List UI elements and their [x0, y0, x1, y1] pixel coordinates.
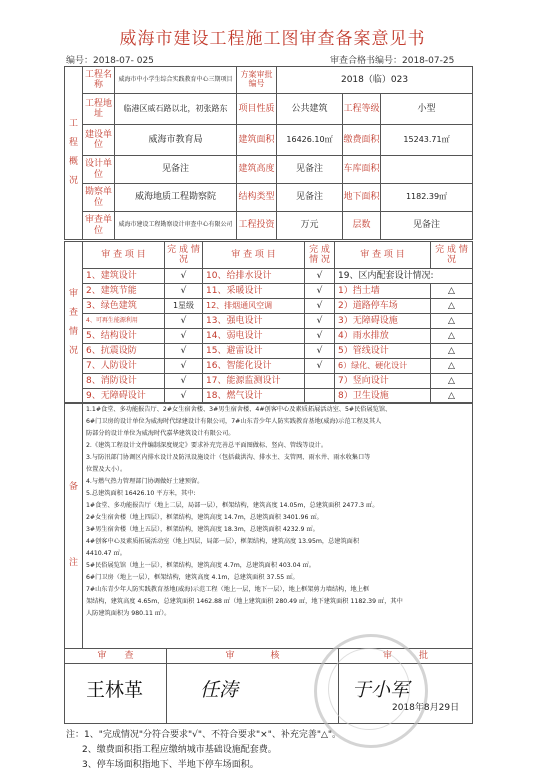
- remarks-side-label: 备 注: [65, 403, 83, 649]
- page-title: 威海市建设工程施工图审查备案意见书: [119, 29, 426, 49]
- survey-label: 勘察单位: [83, 184, 115, 212]
- project-nature: 公共建筑: [277, 94, 343, 125]
- garage-label: 车库面积: [343, 156, 381, 184]
- project-addr: 临港区威石路以北，初张路东: [115, 94, 237, 125]
- project-grade: 小型: [381, 94, 473, 125]
- header-done-3: 完 成 情 况: [431, 242, 473, 269]
- signature-auditor: 任涛: [200, 679, 239, 701]
- remark-line: 6#门卫房的设计单位为威海时代绿建设计有限公司，7#山东青少年人防实践教育基地(威海)示范工程及其人: [86, 418, 382, 425]
- review-row: 2、建筑节能 √ 11、采暖设计 √ 1）挡土墙 △: [65, 284, 473, 299]
- signature-reviewer: 王林革: [86, 679, 144, 701]
- approval-date: 2018年8月29日: [392, 703, 460, 713]
- remark-line: 2.《建筑工程设计文件编制深度规定》要求补充完善总平面图做标、竖向、管线等设计。: [86, 442, 328, 449]
- remark-line: 4410.47 ㎡。: [86, 550, 126, 557]
- footer-note-3: 3、停车场面积指地下、半地下停车场面积。: [82, 760, 259, 770]
- project-underground: 1182.39㎡: [381, 184, 473, 212]
- signature-approver: 于小军: [352, 679, 410, 701]
- remark-line: 3#男生宿舍楼（地上五层），框架结构，建筑高度 18.3m，总建筑面积 4232.9 ㎡。: [86, 526, 319, 533]
- audit-sign-label: 审 核: [167, 649, 339, 664]
- remark-line: 4.与燃气热力管理部门协调做好土建预留。: [86, 478, 204, 485]
- project-height: 见备注: [277, 156, 343, 184]
- doc-number: 编号：2018-07- 025: [66, 56, 154, 66]
- remark-line: 架结构，建筑高度 4.65m，总建筑面积 1462.88 ㎡（地上建筑面积 280.49 ㎡，地下建筑面积 1182.39 ㎡，其中: [86, 598, 403, 605]
- review-row: 6、抗震设防 √ 15、避雷设计 √ 5）管线设计 △: [65, 344, 473, 359]
- review-row: 4、可再生能源利用 √ 13、强电设计 √ 3）无障碍设施 △: [65, 314, 473, 329]
- height-label: 建筑高度: [237, 156, 277, 184]
- floors-label: 层数: [343, 212, 381, 240]
- name-label: 工程名称: [83, 67, 115, 94]
- project-garage: [381, 156, 473, 184]
- project-invest: 万元: [277, 212, 343, 240]
- remark-line: 1#食堂、多功能报告厅（地上二层，局部一层），框架结构，建筑高度 14.05m，总建筑面积 2477.3 ㎡。: [86, 502, 379, 509]
- header-done-2: 完 成 情 况: [305, 242, 335, 269]
- addr-label: 工程地址: [83, 94, 115, 125]
- project-design: 见备注: [115, 156, 237, 184]
- remark-line: 人防建筑面积为 980.11 ㎡）。: [86, 610, 171, 617]
- remark-line: 7#山东青少年人防实践教育基地(威海)示范工程（地上一层，地下一层），地上框架剪力墙结构，地上框: [86, 586, 370, 593]
- plan-label: 方案审批编号: [237, 67, 277, 94]
- remark-line: 4#创客中心及素质拓展活动室（地上四层，局部一层），框架结构，建筑高度 13.95m，总建筑面积: [86, 538, 360, 545]
- review-row: 7、人防设计 √ 16、智能化设计 √ 6）绿化、硬化设计 △: [65, 359, 473, 374]
- fee-area-label: 缴费面积: [343, 125, 381, 156]
- remarks-text: [86, 404, 460, 620]
- remark-line: 3.与防汛部门协调区内排水设计及防汛设施设计（包括截洪沟、排水主、支管网、雨水井、雨水收集口等: [86, 454, 371, 461]
- review-table: [64, 241, 473, 404]
- footer-note-1: 注：1、"完成情况"分符合要求"√"、不符合要求"×"、补充完善"△"。: [66, 730, 342, 740]
- review-row: 9、无障碍设计 √ 18、燃气设计 8）卫生设施 △: [65, 389, 473, 404]
- project-floors: 见备注: [381, 212, 473, 240]
- invest-label: 工程投资: [237, 212, 277, 240]
- cert-number: 审查合格书编号：2018-07-25: [330, 56, 455, 66]
- header-item-2: 审 查 项 目: [203, 242, 305, 269]
- header-item-3: 审 查 项 目: [335, 242, 431, 269]
- review-row: 1、建筑设计 √ 10、给排水设计 √ 19、区内配套设计情况:: [65, 269, 473, 284]
- project-structure: 见备注: [277, 184, 343, 212]
- remark-line: 5#民俗展览馆（地上一层），框架结构，建筑高度 4.7m，总建筑面积 403.04 ㎡。: [86, 562, 315, 569]
- header-done-1: 完 成 情 况: [165, 242, 203, 269]
- project-fee-area: 15243.71㎡: [381, 125, 473, 156]
- remark-line: 位置及大小）。: [86, 466, 127, 473]
- remark-line: 2#女生宿舍楼（地上四层），框架结构，建筑高度 14.7m，总建筑面积 3401.96 ㎡。: [86, 514, 323, 521]
- review-row: 3、绿色建筑 1星级 12、排烟通风空调 √ 2）道路停车场 △: [65, 299, 473, 314]
- remark-line: 防部分的设计单位为威海时代嘉华建筑设计有限公司。: [86, 430, 235, 437]
- project-name: 威海市中小学生综合实践教育中心三期项目: [115, 67, 237, 94]
- review-sign-label: 审 查: [65, 649, 167, 664]
- approve-sign-label: 审 批: [339, 649, 473, 664]
- project-area: 16426.10㎡: [277, 125, 343, 156]
- remark-line: 5.总建筑面积 16426.10 平方米，其中:: [86, 490, 196, 497]
- grade-label: 工程等级: [343, 94, 381, 125]
- review-side-label: 审 查 情 况: [65, 242, 83, 404]
- nature-label: 项目性质: [237, 94, 277, 125]
- remark-line: 6#门卫房（地上一层），框架结构，建筑高度 4.1m，总建筑面积 37.55 ㎡。: [86, 574, 299, 581]
- area-label: 建筑面积: [237, 125, 277, 156]
- builder-label: 建设单位: [83, 125, 115, 156]
- project-survey: 威海地质工程勘察院: [115, 184, 237, 212]
- project-builder: 威海市教育局: [115, 125, 237, 156]
- review-row: 5、结构设计 √ 14、弱电设计 √ 4）雨水排放 △: [65, 329, 473, 344]
- remark-line: 1.1#食堂、多功能报告厅、2#女生宿舍楼、3#男生宿舍楼、4#创客中心及素质拓展活动室、5#民俗展览馆、: [86, 406, 392, 413]
- design-label: 设计单位: [83, 156, 115, 184]
- underground-label: 地下面积: [343, 184, 381, 212]
- footer-note-2: 2、缴费面积指工程应缴纳城市基础设施配套费。: [82, 745, 277, 755]
- project-table: [64, 66, 473, 240]
- structure-label: 结构类型: [237, 184, 277, 212]
- review-unit-label: 审查单位: [83, 212, 115, 240]
- project-side-label: 工 程 概 况: [65, 67, 83, 240]
- plan-number: 2018（临）023: [277, 67, 473, 94]
- header-item-1: 审 查 项 目: [83, 242, 165, 269]
- review-row: 8、消防设计 √ 17、能源监测设计 7）竖向设计 △: [65, 374, 473, 389]
- project-review-unit: 威海市建设工程勘察设计审查中心有限公司: [115, 212, 237, 240]
